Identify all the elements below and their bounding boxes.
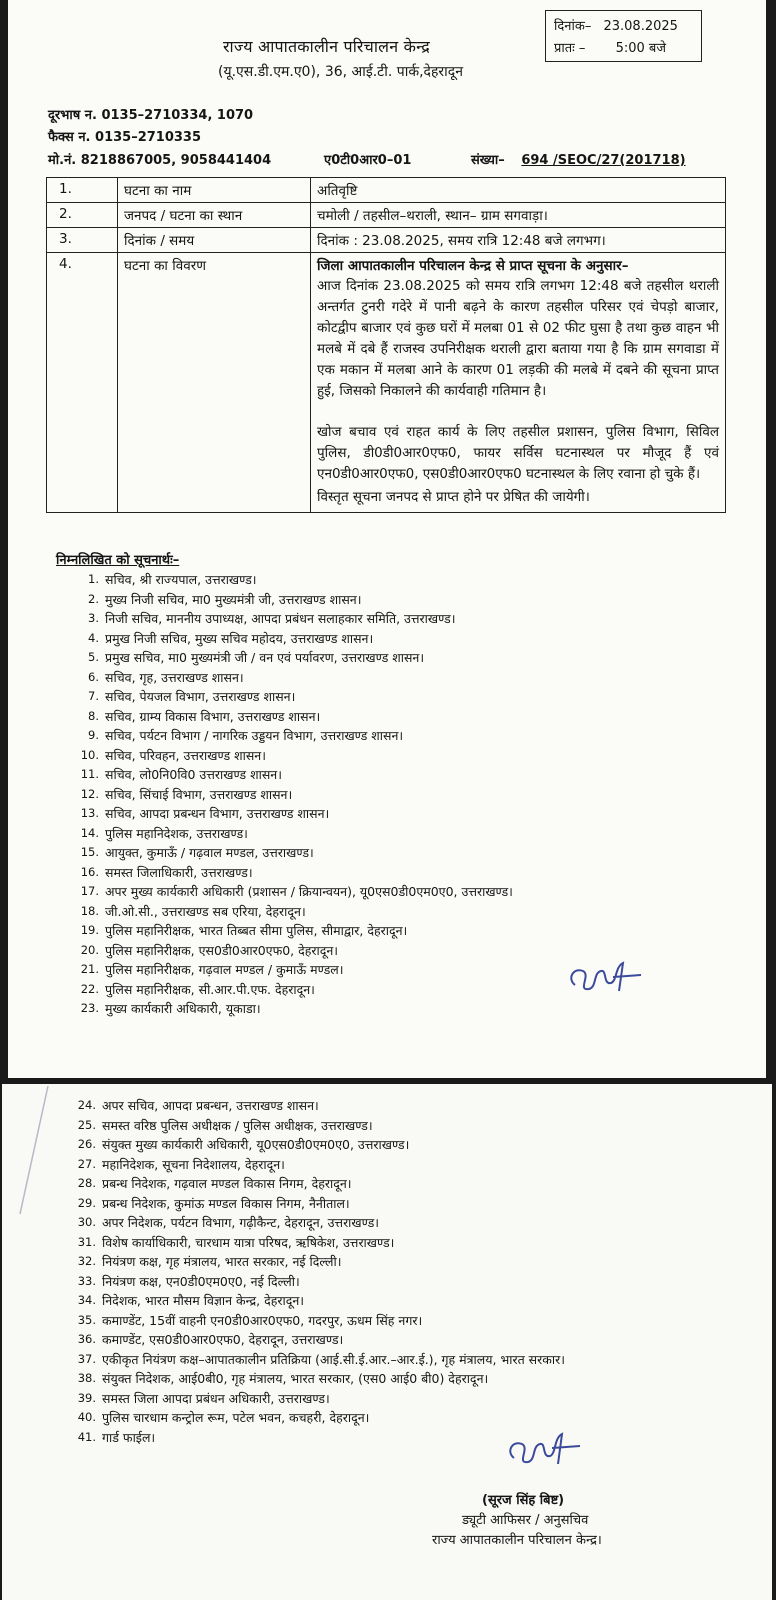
list-item-text: महानिदेशक, सूचना निदेशालय, देहरादून। (102, 1156, 285, 1172)
list-item-number: 41. (77, 1429, 96, 1444)
list-item (70, 1135, 565, 1155)
list-item-text: सचिव, पर्यटन विभाग / नागरिक उड्डयन विभाग, उत्तराखण्ड शासन। (105, 728, 404, 743)
list-item-text: निजी सचिव, माननीय उपाध्यक्ष, आपदा प्रबंधन सलाहकार समिति, उत्तराखण्ड। (105, 611, 456, 626)
list-item (70, 1174, 565, 1194)
list-item-number: 31. (77, 1234, 96, 1249)
table-row (47, 178, 726, 203)
list-item-text: पुलिस महानिरीक्षक, भारत तिब्बत सीमा पुलिस, सीमाद्वार, देहरादून। (105, 923, 408, 938)
list-item-number: 40. (77, 1410, 96, 1424)
table-row (47, 203, 726, 228)
list-item-text: कमाण्डेंट, एस0डी0आर0एफ0, देहरादून, उत्तराखण्ड। (102, 1332, 344, 1347)
list-item-number: 5. (88, 650, 99, 664)
list-item (73, 863, 513, 883)
list-item-number: 7. (88, 689, 99, 703)
signatory-office: राज्य आपातकालीन परिचालन केन्द्र। (432, 1533, 602, 1548)
list-item-text: अपर मुख्य कार्यकारी अधिकारी (प्रशासन / क्रियान्वयन), यू0एस0डी0एम0ए0, उत्तराखण्ड। (105, 884, 513, 899)
list-item-number: 25. (77, 1117, 96, 1132)
list-item-text: प्रबन्ध निदेशक, कुमांऊ मण्डल विकास निगम, नैनीताल। (102, 1195, 350, 1211)
list-item-number: 18. (80, 903, 99, 918)
mobile-line: मो.नं. 8218867005, 9058441404 (48, 153, 272, 168)
list-item-number: 32. (77, 1254, 96, 1268)
list-item (70, 1233, 565, 1253)
list-item-text: समस्त जिलाधिकारी, उत्तराखण्ड। (105, 864, 253, 880)
date-time-box (545, 10, 702, 62)
signature-initials-page-1 (563, 955, 653, 1004)
list-item-number: 9. (88, 728, 99, 742)
list-item (70, 1213, 565, 1233)
list-item-number: 12. (80, 786, 99, 801)
list-item-text: संयुक्त मुख्य कार्यकारी अधिकारी, यू0एस0डी0एम0ए0, उत्तराखण्ड। (102, 1137, 410, 1152)
list-item (70, 1252, 565, 1272)
list-item-number: 35. (77, 1312, 96, 1327)
list-item-number: 38. (77, 1371, 96, 1385)
list-item-number: 28. (77, 1176, 96, 1190)
list-item (70, 1389, 565, 1409)
list-item (70, 1369, 565, 1389)
row-label: जनपद / घटना का स्थान (118, 203, 311, 228)
list-item-number: 1. (88, 572, 99, 586)
list-item (73, 921, 513, 941)
list-item-text: मुख्य निजी सचिव, मा0 मुख्यमंत्री जी, उत्तराखण्ड शासन। (105, 591, 362, 607)
list-item-number: 11. (80, 767, 99, 781)
row-label: घटना का नाम (118, 178, 311, 203)
list-item (70, 1428, 565, 1448)
cc-title: निम्नलिखित को सूचनार्थः– (56, 553, 180, 568)
list-item (73, 726, 513, 746)
list-item (73, 707, 513, 727)
list-item-text: अपर सचिव, आपदा प्रबन्धन, उत्तराखण्ड शासन। (102, 1098, 319, 1113)
list-item (73, 668, 513, 688)
list-item-number: 34. (77, 1293, 96, 1307)
letter-number (471, 150, 686, 168)
list-item-text: सचिव, आपदा प्रबन्धन विभाग, उत्तराखण्ड शासन। (105, 806, 330, 821)
list-item (73, 902, 513, 922)
time-row (554, 38, 666, 56)
list-item-number: 39. (77, 1390, 96, 1405)
list-item-number: 22. (80, 981, 99, 996)
row-value: दिनांक : 23.08.2025, समय रात्रि 12:48 बजे लगभग। (311, 228, 726, 253)
description-heading: जिला आपातकालीन परिचालन केन्द्र से प्राप्त सूचना के अनुसार– (317, 258, 629, 274)
list-item-number: 33. (77, 1273, 96, 1288)
list-item-text: संयुक्त निदेशक, आई0बी0, गृह मंत्रालय, भारत सरकार, (एस0 आई0 बी0) देहरादून। (102, 1371, 489, 1386)
list-item-text: मुख्य कार्यकारी अधिकारी, यूकाडा। (105, 1001, 261, 1016)
list-item-text: प्रबन्ध निदेशक, गढ़वाल मण्डल विकास निगम, देहरादून। (102, 1176, 352, 1191)
signatory-designation: ड्यूटी आफिसर / अनुसचिव (462, 1513, 589, 1528)
list-item-number: 19. (80, 923, 99, 937)
list-item-text: नियंत्रण कक्ष, गृह मंत्रालय, भारत सरकार, नई दिल्ली। (102, 1254, 342, 1269)
list-item-number: 17. (80, 884, 99, 898)
list-item-number: 21. (80, 962, 99, 976)
list-item-text: विशेष कार्याधिकारी, चारधाम यात्रा परिषद, ऋषिकेश, उत्तराखण्ड। (102, 1234, 395, 1250)
list-item-number: 2. (88, 591, 99, 606)
signatory-name: (सूरज सिंह बिष्ट) (482, 1493, 565, 1508)
list-item (73, 804, 513, 824)
list-item-text: सचिव, परिवहन, उत्तराखण्ड शासन। (105, 747, 266, 763)
number-label: संख्या– (471, 153, 505, 168)
list-item-number: 10. (80, 747, 99, 762)
list-item-text: कमाण्डेंट, 15वीं वाहनी एन0डी0आर0एफ0, गदरपुर, ऊधम सिंह नगर। (102, 1312, 423, 1328)
list-item-text: प्रमुख निजी सचिव, मुख्य सचिव महोदय, उत्तराखण्ड शासन। (105, 630, 374, 646)
recipient-list-page-1 (73, 570, 513, 1019)
pen-stroke-mark (2, 1084, 62, 1228)
list-item (70, 1096, 565, 1116)
list-item-number: 16. (80, 864, 99, 879)
list-item-number: 15. (80, 845, 99, 859)
list-item-number: 27. (77, 1156, 96, 1171)
row-number: 3. (47, 228, 118, 253)
date-row (554, 16, 678, 34)
list-item (73, 824, 513, 844)
list-item-text: पुलिस चारधाम कन्ट्रोल रूम, पटेल भवन, कचहरी, देहरादून। (102, 1410, 370, 1425)
list-item (70, 1311, 565, 1331)
list-item-text: पुलिस महानिरीक्षक, एस0डी0आर0एफ0, देहरादून। (105, 942, 339, 958)
row-value: अतिवृष्टि (311, 178, 726, 203)
org-address: (यू.एस.डी.एम.ए0), 36, आई.टी. पार्क,देहरादून (218, 64, 463, 80)
row-label: घटना का विवरण (118, 253, 311, 513)
table-row (47, 228, 726, 253)
list-item (73, 609, 513, 629)
list-item (73, 882, 513, 902)
list-item (70, 1330, 565, 1350)
list-item-number: 37. (77, 1351, 96, 1366)
list-item-number: 8. (88, 708, 99, 723)
description-paragraph-3: विस्तृत सूचना जनपद से प्राप्त होने पर प्रेषित की जायेगी। (317, 489, 590, 505)
list-item (70, 1116, 565, 1136)
date-value: 23.08.2025 (603, 19, 678, 34)
list-item (73, 785, 513, 805)
list-item-number: 23. (80, 1001, 99, 1015)
list-item-number: 13. (80, 806, 99, 820)
row-number: 2. (47, 203, 118, 228)
list-item-number: 4. (88, 630, 99, 645)
phone-line: दूरभाष न. 0135–2710334, 1070 (48, 108, 254, 123)
list-item (70, 1155, 565, 1175)
description-paragraph-1: आज दिनांक 23.08.2025 को समय रात्रि लगभग 12:48 बजे तहसील थराली अन्तर्गत टुनरी गदेरे में पानी बढ़ने के कारण तहसील परिसर एवं चेपड़ो बाजार, कोटद्वीप बाजार एवं कुछ घरों में मलबा 01 से 02 फीट घुसा है तथा कुछ वाहन भी मलबे में दबे हैं राजस्व उपनिरीक्षक थराली द्वारा बताया गया है कि ग्राम सगवाडा में एक मकान में मलबा आने के कारण 01 लड़की की मलबे में दबने की सूचना प्राप्त हुई, जिसको निकालने की कार्यवाही गतिमान है। (317, 278, 719, 399)
table-row (47, 253, 726, 513)
list-item (70, 1408, 565, 1428)
list-item (73, 960, 513, 980)
list-item (70, 1194, 565, 1214)
list-item-number: 20. (80, 942, 99, 957)
list-item-number: 36. (77, 1332, 96, 1346)
list-item-text: पुलिस महानिरीक्षक, गढ़वाल मण्डल / कुमाऊँ मण्डल। (105, 962, 344, 977)
document-page-1 (8, 0, 766, 1078)
org-name: राज्य आपातकालीन परिचालन केन्द्र (223, 37, 430, 56)
list-item-text: अपर निदेशक, पर्यटन विभाग, गढ़ीकैन्ट, देहरादून, उत्तराखण्ड। (102, 1215, 380, 1230)
list-item-text: सचिव, श्री राज्यपाल, उत्तराखण्ड। (105, 572, 257, 587)
description-paragraph-2: खोज बचाव एवं राहत कार्य के लिए तहसील प्रशासन, पुलिस विभाग, सिविल पुलिस, डी0डी0आर0एफ0, फायर सर्विस घटनास्थल पर मौजूद हैं एवं एन0डी0आर0एफ0, एस0डी0आर0एफ0 घटनास्थल के लिए रवाना हो चुके हैं। (317, 424, 719, 482)
list-item-number: 6. (88, 669, 99, 684)
document-page-2 (2, 1084, 772, 1600)
number-value: 694 /SEOC/27(201718) (521, 153, 686, 168)
list-item-number: 29. (77, 1195, 96, 1210)
time-label: प्रातः – (554, 41, 586, 56)
list-item-text: सचिव, सिंचाई विभाग, उत्तराखण्ड शासन। (105, 786, 293, 802)
list-item (73, 980, 513, 1000)
row-number: 1. (47, 178, 118, 203)
list-item-text: जी.ओ.सी., उत्तराखण्ड सब एरिया, देहरादून। (105, 903, 306, 919)
list-item (70, 1291, 565, 1311)
list-item-text: समस्त वरिष्ठ पुलिस अधीक्षक / पुलिस अधीक्षक, उत्तराखण्ड। (102, 1117, 373, 1133)
list-item-text: सचिव, लो0नि0वि0 उत्तराखण्ड शासन। (105, 767, 282, 782)
list-item-number: 24. (77, 1098, 96, 1112)
row-label: दिनांक / समय (118, 228, 311, 253)
fax-line: फैक्स न. 0135–2710335 (48, 130, 202, 145)
reference-code: ए0टी0आर0–01 (324, 153, 412, 168)
list-item-text: पुलिस महानिरीक्षक, सी.आर.पी.एफ. देहरादून। (105, 981, 315, 997)
list-item-text: पुलिस महानिदेशक, उत्तराखण्ड। (105, 825, 248, 841)
recipient-list-page-2 (70, 1096, 565, 1447)
description-cell (311, 253, 726, 513)
list-item-number: 14. (80, 825, 99, 840)
row-number: 4. (47, 253, 118, 513)
list-item-text: सचिव, गृह, उत्तराखण्ड शासन। (105, 669, 244, 685)
row-value: चमोली / तहसील–थराली, स्थान– ग्राम सगवाड़ा। (311, 203, 726, 228)
time-value: 5:00 बजे (615, 41, 666, 56)
list-item-text: प्रमुख सचिव, मा0 मुख्यमंत्री जी / वन एवं पर्यावरण, उत्तराखण्ड शासन। (105, 650, 425, 665)
list-item-number: 26. (77, 1137, 96, 1151)
list-item (73, 648, 513, 668)
list-item (73, 999, 513, 1019)
incident-table (46, 177, 726, 513)
list-item (73, 941, 513, 961)
list-item (73, 629, 513, 649)
list-item-text: समस्त जिला आपदा प्रबंधन अधिकारी, उत्तराखण्ड। (102, 1390, 330, 1406)
list-item-text: आयुक्त, कुमाऊँ / गढ़वाल मण्डल, उत्तराखण्ड। (105, 845, 314, 860)
list-item-text: एकीकृत नियंत्रण कक्ष–आपातकालीन प्रतिक्रिया (आई.सी.ई.आर.–आर.ई.), गृह मंत्रालय, भारत सरकार। (102, 1351, 565, 1367)
list-item (73, 590, 513, 610)
list-item-number: 3. (88, 611, 99, 625)
date-label: दिनांक– (554, 19, 592, 34)
list-item (70, 1350, 565, 1370)
list-item-text: निदेशक, भारत मौसम विज्ञान केन्द्र, देहरादून। (102, 1293, 305, 1308)
list-item (73, 765, 513, 785)
signature-page-2 (500, 1424, 590, 1476)
list-item (73, 570, 513, 590)
list-item-text: नियंत्रण कक्ष, एन0डी0एम0ए0, नई दिल्ली। (102, 1273, 300, 1289)
list-item (73, 746, 513, 766)
list-item (70, 1272, 565, 1292)
list-item-text: सचिव, पेयजल विभाग, उत्तराखण्ड शासन। (105, 689, 296, 704)
list-item-text: सचिव, ग्राम्य विकास विभाग, उत्तराखण्ड शासन। (105, 708, 321, 724)
list-item (73, 687, 513, 707)
list-item-text: गार्ड फाईल। (102, 1429, 156, 1445)
list-item-number: 30. (77, 1215, 96, 1229)
list-item (73, 843, 513, 863)
